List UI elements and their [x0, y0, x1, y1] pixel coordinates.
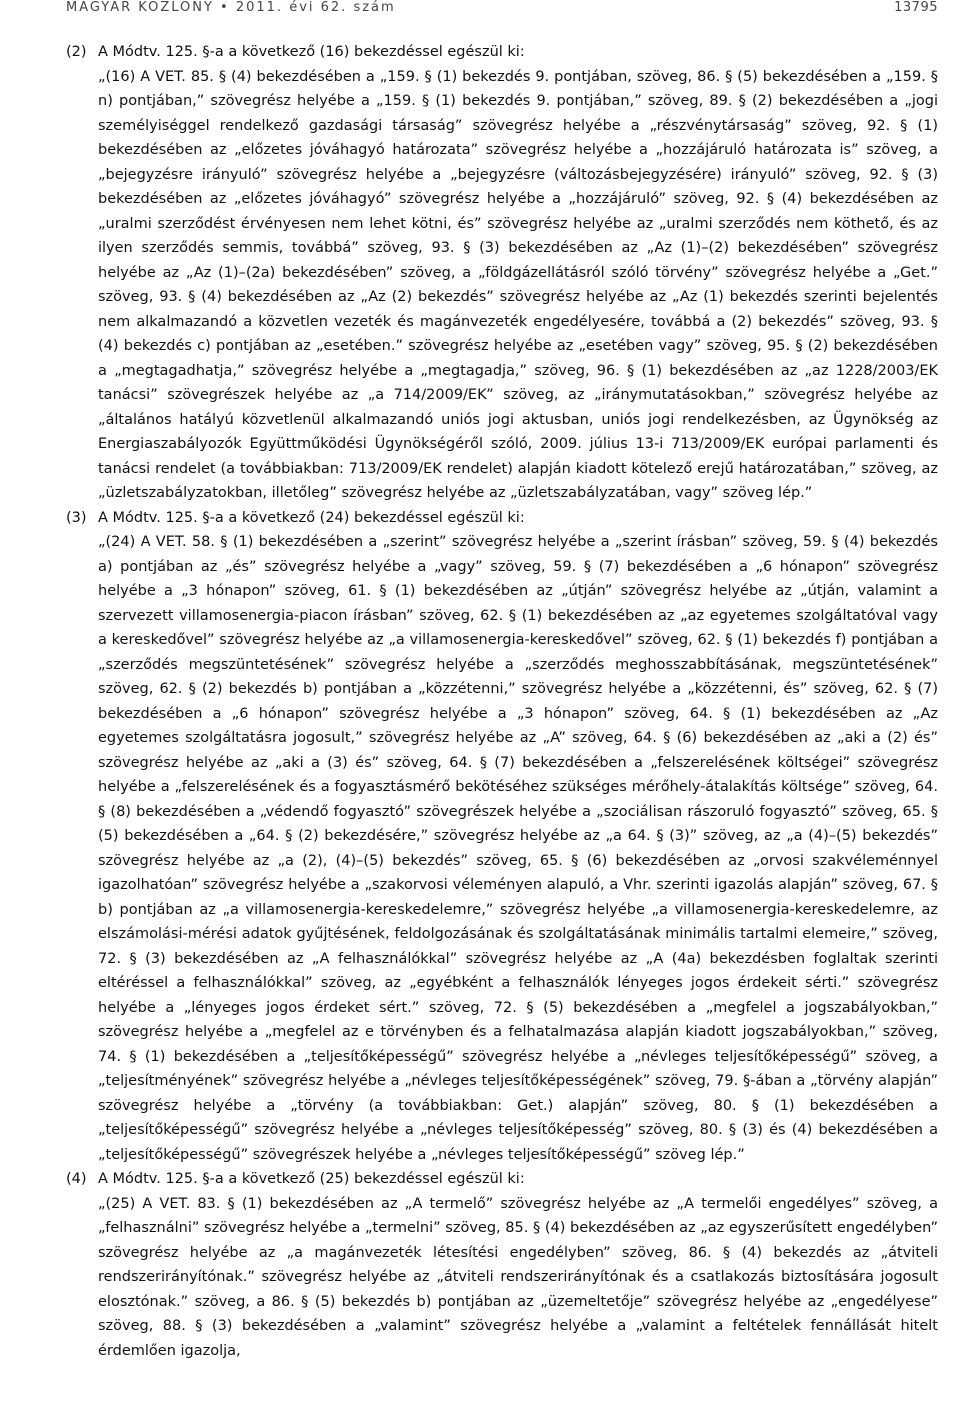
paragraph-label: (4) — [66, 1171, 87, 1187]
document-body — [66, 40, 938, 1363]
publication-title: MAGYAR KÖZLÖNY • 2011. évi 62. szám — [66, 0, 396, 15]
paragraph-label: (2) — [66, 44, 87, 60]
paragraph-body: „(16) A VET. 85. § (4) bekezdésében a „159. § (1) bekezdés 9. pontjában, szöveg, 86. § (5) bekezdésében a „159. § n) pontjában,” szövegrész helyébe a „159. § (1) bekezdés 9. pontjában,” szöveg, 89. § (2) bekezdésében a „jogi személyiséggel rendelkező gazdasági társaság” szövegrész helyébe a „részvénytársaság” szöveg, 92. § (1) bekezdésében az „előzetes jóváhagyó határozata” szövegrész helyébe a „hozzájáruló határozata is” szöveg, a „bejegyzésre irányuló” szövegrész helyébe a „bejegyzésre (változásbejegyzésére) irányuló” szöveg, 92. § (3) bekezdésében az „előzetes jóváhagyó” szövegrész helyébe a „hozzájáruló” szöveg, 92. § (4) bekezdésében az „uralmi szerződést érvényesen nem lehet kötni, és” szövegrész helyébe az „uralmi szerződés nem köthető, és az ilyen szerződés semmis, továbbá” szöveg, 93. § (3) bekezdésében az „Az (1)–(2) bekezdésében” szövegrész helyébe az „Az (1)–(2a) bekezdésében” szöveg, a „földgázellátásról szóló törvény” szövegrész helyébe a „Get.” szöveg, 93. § (4) bekezdésében az „Az (2) bekezdés” szövegrész helyébe az „Az (1) bekezdés szerinti bejelentés nem alkalmazandó a közvetlen vezeték és magánvezeték engedélyesére, továbbá a (2) bekezdés” szöveg, 93. § (4) bekezdés c) pontjában az „esetében.” szövegrész helyébe az „esetében vagy” szöveg, 95. § (2) bekezdésében a „megtagadhatja,” szövegrész helyébe a „megtagadja,” szöveg, 96. § (1) bekezdésében az „az 1228/2003/EK tanácsi” szövegrészek helyébe az „a 714/2009/EK” szöveg, az „iránymutatásokban,” szövegrész helyébe az „általános hatályú közvetlenül alkalmazandó uniós jogi aktusban, uniós jogi rendelkezésben, az Ügynökség az Energiaszabályozók Együttműködési Ügynökségéről szóló, 2009. július 13-i 713/2009/EK európai parlamenti és tanácsi rendelet (a továbbiakban: 713/2009/EK rendelet) alapján kiadott kötelező erejű határozatában,” szöveg, az „üzletszabályzatokban, illetőleg” szövegrész helyébe az „üzletszabályzatában, vagy” szöveg lép.” — [98, 68, 938, 501]
paragraph-intro: A Módtv. 125. §-a a következő (25) bekezdéssel egészül ki: — [98, 1171, 525, 1187]
paragraph-intro: A Módtv. 125. §-a a következő (16) bekezdéssel egészül ki: — [98, 44, 525, 60]
paragraph-2 — [66, 40, 938, 506]
page-number: 13795 — [894, 0, 938, 15]
paragraph-label: (3) — [66, 509, 87, 526]
paragraph-intro: A Módtv. 125. §-a a következő (24) bekezdéssel egészül ki: — [98, 509, 525, 526]
paragraph-4 — [66, 1167, 938, 1363]
paragraph-3 — [66, 506, 938, 1168]
page-header — [66, 0, 938, 22]
paragraph-body: „(25) A VET. 83. § (1) bekezdésében az „A termelő” szövegrész helyébe az „A termelői engedélyes” szöveg, a „felhasználni” szövegrész helyébe a „termelni” szöveg, 85. § (4) bekezdésében az „az egyszerűsített engedélyben” szövegrész helyébe az „a magánvezeték létesítési engedélyben” szöveg, 86. § (4) bekezdés az „átviteli rendszerirányítónak.” szövegrész helyébe az „átviteli rendszerirányítónak és a csatlakozás biztosítására jogosult elosztónak.” szöveg, a 86. § (5) bekezdés b) pontjában az „üzemeltetője” szövegrész helyébe az „engedélyese” szöveg, 88. § (3) bekezdésében a „valamint” szövegrész helyébe a „valamint a feltételek fennállását hitelt érdemlően igazolja, — [98, 1195, 938, 1359]
paragraph-body: „(24) A VET. 58. § (1) bekezdésében a „szerint” szövegrész helyébe a „szerint írásban” szöveg, 59. § (4) bekezdés a) pontjában az „és” szövegrész helyébe a „vagy” szöveg, 59. § (7) bekezdésében a „6 hónapon” szövegrész helyébe a „3 hónapon” szöveg, 61. § (1) bekezdésében az „útján” szövegrész helyébe az „útján, valamint a szervezett villamosenergia-piacon írásban” szöveg, 62. § (1) bekezdésében az „az egyetemes szolgáltatóval vagy a kereskedővel” szövegrész helyébe az „a villamosenergia-kereskedővel” szöveg, 62. § (1) bekezdés f) pontjában a „szerződés megszüntetésének” szövegrész helyébe a „szerződés meghosszabbításának, megszüntetésének” szöveg, 62. § (2) bekezdés b) pontjában a „közzétenni,” szövegrész helyébe a „közzétenni, és” szöveg, 62. § (7) bekezdésében a „6 hónapon” szövegrész helyébe a „3 hónapon” szöveg, 64. § (1) bekezdésében az „Az egyetemes szolgáltatásra jogosult,” szövegrész helyébe az „A” szöveg, 64. § (6) bekezdésében az „aki a (2) és” szövegrész helyébe az „aki a (3) és” szöveg, 64. § (7) bekezdésében a „felszerelésének költségei” szövegrész helyébe a „felszerelésének és a fogyasztásmérő bekötéséhez szükséges mérőhely-átalakítás költsége” szöveg, 64. § (8) bekezdésében a „védendő fogyasztó” szövegrészek helyébe a „szociálisan rászoruló fogyasztó” szöveg, 65. § (5) bekezdésében a „64. § (2) bekezdésére,” szövegrész helyébe az „a 64. § (3)” szöveg, az „a (4)–(5) bekezdés” szövegrész helyébe az „a (2), (4)–(5) bekezdés” szöveg, 65. § (6) bekezdésében az „orvosi szakvéleménnyel igazolhatóan” szövegrész helyébe a „szakorvosi véleményen alapuló, a Vhr. szerinti igazolás alapján” szöveg, 67. § b) pontjában az „a villamosenergia-kereskedelemre,” szövegrész helyébe „a villamosenergia-kereskedelemre, az elszámolási-mérési adatok gyűjtésének, feldolgozásának és szolgáltatásának minimális tartalmi elemeire,” szöveg, 72. § (3) bekezdésében az „A felhasználókkal” szövegrész helyébe az „A (4a) bekezdésben foglaltak szerinti eltéréssel a felhasználókkal” szöveg, az „egyébként a felhasználók lényeges jogos érdekeit sérti.” szövegrész helyébe a „lényeges jogos érdeket sért.” szöveg, 72. § (5) bekezdésében a „megfelel a jogszabályokban,” szövegrész helyébe a „megfelel az e törvényben és a felhatalmazása alapján kiadott jogszabályokban,” szöveg, 74. § (1) bekezdésében a „teljesítőképességű” szövegrész helyébe a „névleges teljesítőképességű” szöveg, a „teljesítményének” szövegrész helyébe a „névleges teljesítőképességének” szöveg, 79. §-ában a „törvény alapján” szövegrész helyébe a „törvény (a továbbiakban: Get.) alapján” szöveg, 80. § (1) bekezdésében a „teljesítőképességű” szövegrész helyébe a „névleges teljesítőképesség” szöveg, 80. § (3) és (4) bekezdésében a „teljesítőképességű” szövegrészek helyébe a „névleges teljesítőképességű” szöveg lép.” — [98, 534, 938, 1163]
